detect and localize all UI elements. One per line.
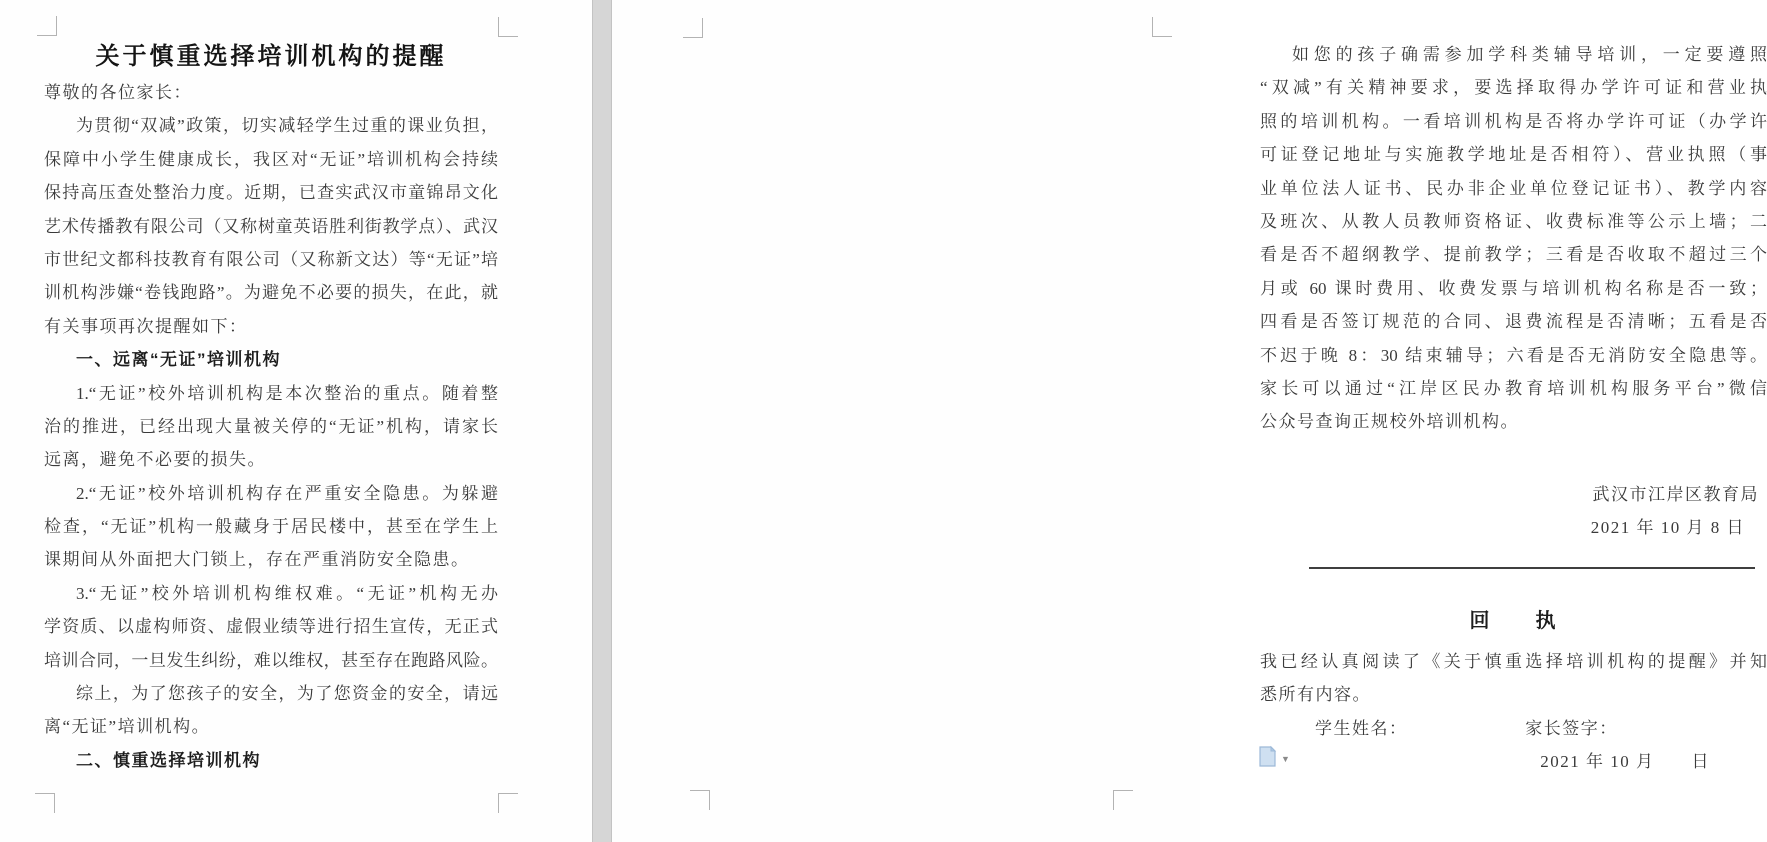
body-line: 保障中小学生健康成长，我区对“无证”培训机构会持续 [44,149,498,169]
margin-corner-mark [1113,790,1133,810]
body-line: 训机构涉嫌“卷钱跑路”。为避免不必要的损失，在此，就 [44,283,498,303]
body-line: 业单位法人证书、民办非企业单位登记证书）、教学内容 [1260,178,1767,198]
receipt-line: 我已经认真阅读了《关于慎重选择培训机构的提醒》并知 [1260,651,1767,671]
signature-date: 2021 年 10 月 8 日 [1590,518,1745,538]
body-line: 公众号查询正规校外培训机构。 [1260,412,1519,432]
body-line: 照的培训机构。一看培训机构是否将办学许可证（办学许 [1260,111,1767,131]
body-line: 市世纪文都科技教育有限公司（又称新文达）等“无证”培 [44,249,498,269]
body-line: 为贯彻“双减”政策，切实减轻学生过重的课业负担， [76,116,498,136]
body-line: 检查，“无证”机构一般藏身于居民楼中，甚至在学生上 [44,517,498,537]
body-line: 课期间从外面把大门锁上，存在严重消防安全隐患。 [44,550,470,570]
body-line: 有关事项再次提醒如下： [44,316,248,336]
section-2-heading: 二、慎重选择培训机构 [76,750,261,770]
page-1-text-column [44,40,498,777]
body-line: 保持高压查处整治力度。近期，已查实武汉市童锦昂文化 [44,183,498,203]
receipt-separator-rule [1309,567,1755,569]
paste-options-icon [1258,746,1277,772]
body-line: 2.“无证”校外培训机构存在严重安全隐患。为躲避 [76,483,498,503]
dropdown-arrow-icon: ▼ [1281,753,1290,764]
margin-corner-mark [35,793,55,813]
receipt-line: 悉所有内容。 [1260,685,1371,705]
receipt-title: 回 执 [1469,610,1558,633]
margin-corner-mark [498,793,518,813]
student-name-label: 学生姓名： [1315,718,1408,738]
page-2-text-column [1260,38,1767,778]
body-line: 培训合同，一旦发生纠纷，难以维权，甚至存在跑路风险。 [44,650,498,670]
margin-corner-mark [37,16,57,36]
body-line: 及班次、从教人员教师资格证、收费标准等公示上墙；二 [1260,211,1767,231]
parent-signature-label: 家长签字： [1525,718,1618,738]
margin-corner-mark [683,18,703,38]
body-line: 不迟于晚 8：30 结束辅导；六看是否无消防安全隐患等。 [1260,345,1767,365]
paste-options-button[interactable] [1258,746,1296,772]
body-line: 艺术传播教有限公司（又称树童英语胜利街教学点）、武汉 [44,216,498,236]
margin-corner-mark [498,17,518,37]
body-line: 综上，为了您孩子的安全，为了您资金的安全，请远 [76,684,498,704]
page-gap-divider [592,0,612,842]
body-line: 远离，避免不必要的损失。 [44,450,266,470]
body-line: 如您的孩子确需参加学科类辅导培训，一定要遵照 [1292,45,1767,64]
body-line: 四看是否签订规范的合同、退费流程是否清晰；五看是否 [1260,312,1767,332]
document-title: 关于慎重选择培训机构的提醒 [95,43,447,70]
salutation-line: 尊敬的各位家长： [44,83,192,102]
margin-corner-mark [690,790,710,810]
page-2-surface[interactable] [612,0,1767,842]
body-line: 离“无证”培训机构。 [44,717,211,737]
body-line: 可证登记地址与实施教学地址是否相符）、营业执照（事 [1260,145,1767,165]
page-1-surface[interactable] [0,0,592,842]
signature-fields-line [1260,712,1767,745]
body-line: 3.“无证”校外培训机构维权难。“无证”机构无办 [76,583,498,603]
body-line: 1.“无证”校外培训机构是本次整治的重点。随着整 [76,383,498,403]
section-1-heading: 一、远离“无证”培训机构 [76,350,281,370]
receipt-date-line: 2021 年 10 月 日 [1540,752,1710,772]
body-line: “双减”有关精神要求，要选择取得办学许可证和营业执 [1260,78,1767,98]
body-line: 月或 60 课时费用、收费发票与培训机构名称是否一致； [1260,278,1767,298]
signature-org: 武汉市江岸区教育局 [1592,484,1759,504]
body-line: 治的推进，已经出现大量被关停的“无证”机构，请家长 [44,416,498,436]
margin-corner-mark [1152,17,1172,37]
body-line: 学资质、以虚构师资、虚假业绩等进行招生宣传，无正式 [44,617,498,637]
body-line: 家长可以通过“江岸区民办教育培训机构服务平台”微信 [1260,378,1767,398]
body-line: 看是否不超纲教学、提前教学；三看是否收取不超过三个 [1260,245,1767,265]
